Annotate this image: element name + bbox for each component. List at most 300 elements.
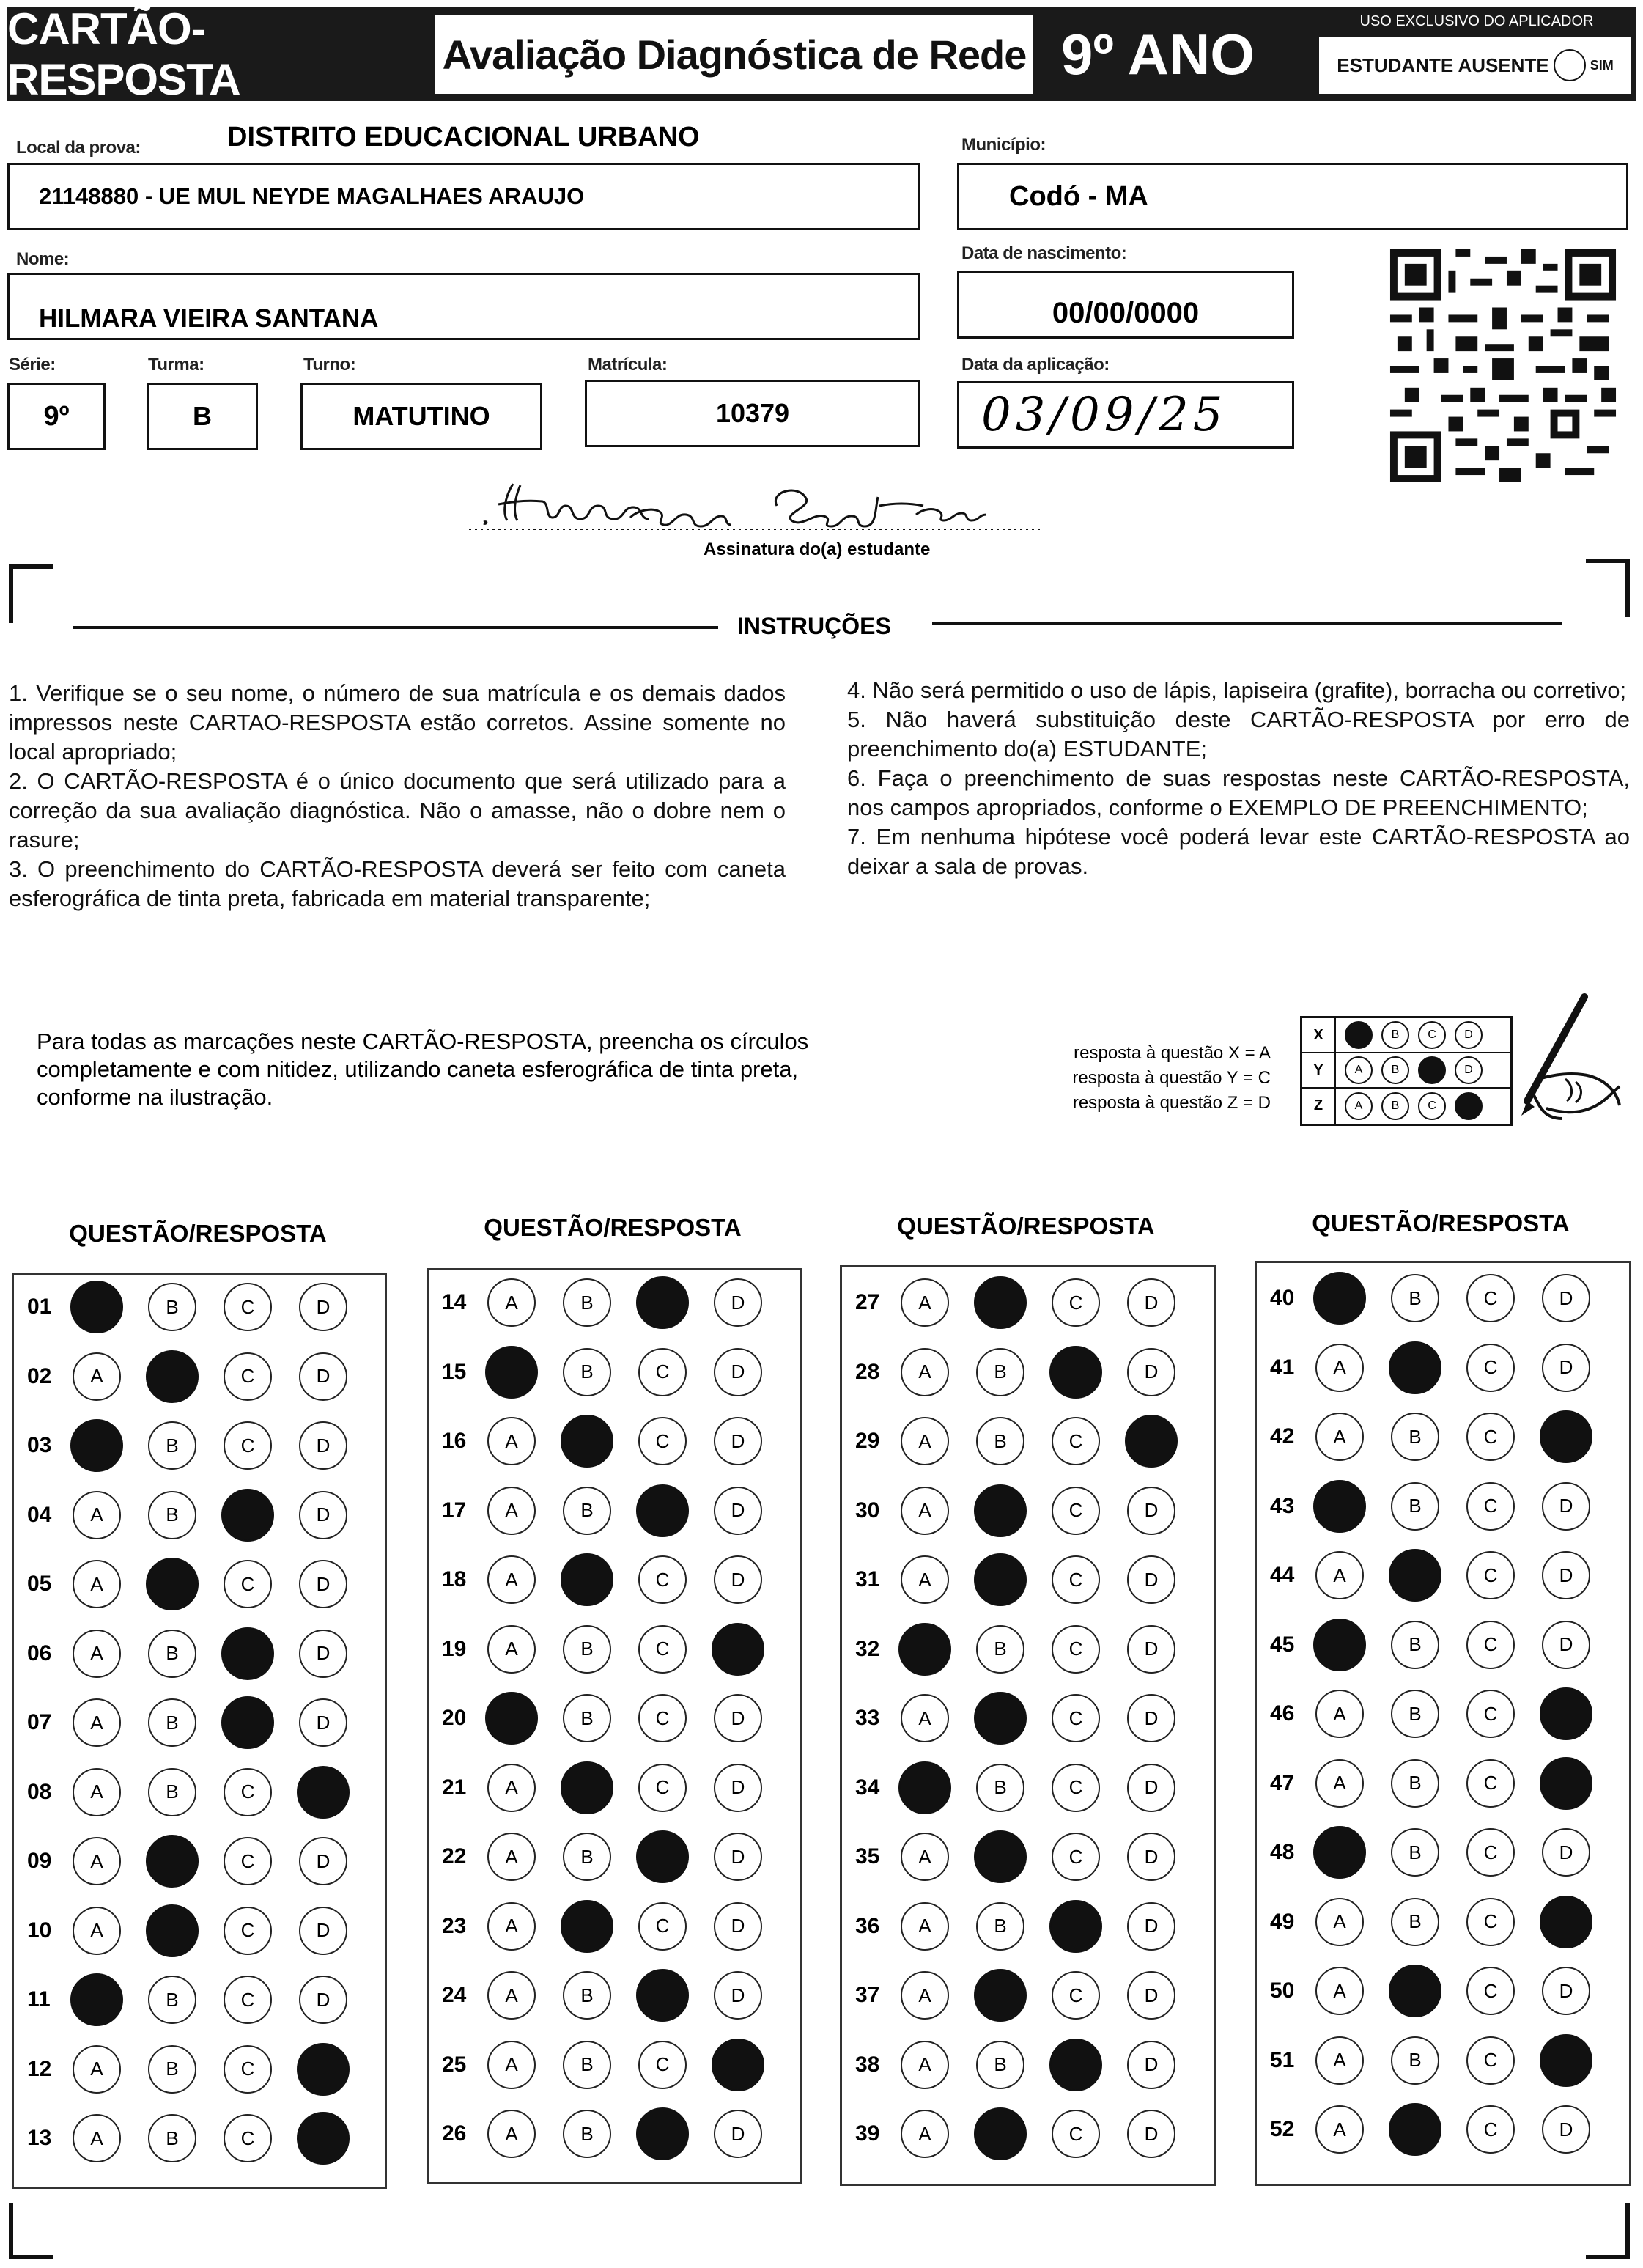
answer-row-52 (1257, 2095, 1617, 2164)
answer-bubble-b[interactable] (974, 2107, 1027, 2160)
answer-bubble-d[interactable]: D (299, 1491, 347, 1539)
answer-bubble-c[interactable]: C (638, 1625, 687, 1674)
answer-bubble-a[interactable]: A (901, 2041, 949, 2089)
frame-corner-top-right (1586, 559, 1630, 617)
answer-bubble-a[interactable]: A (73, 2114, 121, 2162)
answer-bubble-b[interactable]: B (976, 2041, 1024, 2089)
answer-bubble-a[interactable]: A (1315, 1551, 1364, 1599)
answer-bubble-c[interactable]: C (224, 1352, 272, 1401)
answer-bubble-a[interactable]: A (487, 2041, 536, 2089)
answer-bubble-b[interactable] (974, 1484, 1027, 1537)
absent-option-label: SIM (1590, 57, 1614, 73)
answer-bubble-c[interactable]: C (224, 1283, 272, 1331)
answer-bubble-a[interactable] (898, 1761, 951, 1814)
answer-bubble-c[interactable]: C (224, 1768, 272, 1816)
question-number: 45 (1270, 1632, 1295, 1657)
answer-bubble-d[interactable]: D (299, 1907, 347, 1955)
answer-bubble-a[interactable]: A (901, 1417, 949, 1465)
answer-bubble-d[interactable]: D (1127, 1625, 1175, 1674)
answer-bubble-c[interactable]: C (638, 2041, 687, 2089)
answer-bubble-a[interactable]: A (901, 1555, 949, 1604)
absent-label: ESTUDANTE AUSENTE (1337, 54, 1549, 76)
frame-corner-bottom-right (1586, 2203, 1630, 2259)
answer-bubble-a[interactable]: A (73, 1560, 121, 1608)
question-number: 27 (855, 1290, 880, 1314)
question-number: 09 (27, 1849, 52, 1873)
answer-bubble-d[interactable]: D (714, 1348, 762, 1396)
answer-row-48 (1257, 1818, 1617, 1887)
answer-bubble-a[interactable]: A (487, 1278, 536, 1327)
answer-bubble-c[interactable] (636, 2107, 689, 2160)
answer-bubble-b[interactable] (974, 1969, 1027, 2022)
answer-bubble-a[interactable]: A (901, 1348, 949, 1396)
answer-bubble-d[interactable] (297, 2043, 350, 2096)
answer-bubble-b[interactable] (146, 1558, 199, 1610)
answer-bubble-b[interactable]: B (148, 1283, 196, 1331)
question-number: 07 (27, 1710, 52, 1734)
answer-bubble-a[interactable] (70, 1973, 123, 2026)
answer-bubble-d[interactable]: D (299, 1283, 347, 1331)
question-number: 25 (442, 2052, 467, 2077)
question-number: 29 (855, 1429, 880, 1453)
answer-bubble-c[interactable] (636, 1830, 689, 1883)
answer-bubble-c[interactable]: C (1052, 2110, 1100, 2158)
answer-bubble-b[interactable]: B (1391, 2036, 1439, 2085)
answer-bubble-b[interactable]: B (976, 1417, 1024, 1465)
pen-hand-icon (1495, 991, 1627, 1145)
answer-bubble-c[interactable]: C (1052, 1833, 1100, 1881)
answer-bubble-c[interactable]: C (1466, 1690, 1515, 1738)
answer-bubble-c[interactable]: C (1052, 1487, 1100, 1535)
answer-row-29 (842, 1407, 1203, 1476)
answer-bubble-a[interactable]: A (1315, 1759, 1364, 1808)
answer-bubble-c[interactable]: C (1466, 2105, 1515, 2154)
answer-bubble-a[interactable]: A (1315, 2105, 1364, 2154)
answer-bubble-a[interactable]: A (487, 2110, 536, 2158)
answer-bubble-d[interactable]: D (299, 1560, 347, 1608)
frame-corner-top-left (9, 564, 53, 623)
answer-bubble-d[interactable]: D (1542, 1344, 1590, 1392)
answer-bubble-a[interactable]: A (901, 1694, 949, 1742)
answer-row-16 (429, 1407, 789, 1476)
answer-bubble-b[interactable]: B (148, 2045, 196, 2094)
answer-row-50 (1257, 1956, 1617, 2025)
answer-bubble-a[interactable] (898, 1623, 951, 1676)
answer-bubble-c[interactable]: C (224, 1560, 272, 1608)
answer-bubble-a[interactable]: A (73, 1768, 121, 1816)
answer-bubble-b[interactable]: B (148, 1768, 196, 1816)
answer-bubble-b[interactable]: B (1391, 1482, 1439, 1531)
answer-bubble-c[interactable]: C (224, 1907, 272, 1955)
answer-bubble-c[interactable]: C (1466, 1344, 1515, 1392)
answer-bubble-c[interactable] (221, 1627, 274, 1680)
answer-bubble-c[interactable]: C (1466, 1967, 1515, 2015)
answer-bubble-a[interactable] (1313, 1619, 1366, 1671)
nascimento-field: 00/00/0000 (957, 271, 1294, 339)
answer-row-44 (1257, 1541, 1617, 1610)
answer-bubble-b[interactable] (974, 1692, 1027, 1745)
answer-bubble-a[interactable]: A (901, 1833, 949, 1881)
instructions-title: INSTRUÇÕES (737, 613, 891, 639)
answer-bubble-d[interactable]: D (1127, 1487, 1175, 1535)
answer-bubble-b[interactable] (146, 1835, 199, 1888)
answer-bubble-c[interactable]: C (224, 1421, 272, 1470)
answer-bubble-d[interactable]: D (714, 1417, 762, 1465)
answer-bubble-d[interactable] (297, 2112, 350, 2165)
answer-header-2: QUESTÃO/RESPOSTA (484, 1214, 742, 1241)
answer-bubble-b[interactable]: B (976, 1625, 1024, 1674)
answer-bubble-c[interactable]: C (1466, 1898, 1515, 1946)
answer-bubble-a[interactable] (485, 1346, 538, 1399)
question-number: 21 (442, 1775, 467, 1800)
answer-bubble-d[interactable]: D (1542, 1482, 1590, 1531)
nascimento-label: Data de nascimento: (961, 243, 1127, 263)
frame-corner-bottom-left (9, 2203, 53, 2259)
answer-bubble-b[interactable]: B (148, 1698, 196, 1747)
answer-bubble-a[interactable]: A (1315, 1344, 1364, 1392)
answer-bubble-d[interactable] (297, 1766, 350, 1819)
answer-bubble-b[interactable]: B (1391, 1898, 1439, 1946)
answer-bubble-d[interactable] (1125, 1415, 1178, 1468)
signature (469, 476, 1041, 535)
answer-bubble-b[interactable] (1389, 1549, 1441, 1602)
answer-bubble-d[interactable]: D (714, 1487, 762, 1535)
answer-bubble-c[interactable] (636, 1969, 689, 2022)
answer-bubble-c[interactable]: C (638, 1764, 687, 1812)
answer-bubble-b[interactable]: B (1391, 1828, 1439, 1877)
answer-bubble-a[interactable]: A (487, 1487, 536, 1535)
serie-label: Série: (9, 355, 56, 375)
answer-bubble-d[interactable]: D (1127, 2110, 1175, 2158)
answer-header-1: QUESTÃO/RESPOSTA (69, 1220, 327, 1247)
answer-panel-1 (12, 1273, 387, 2189)
answer-bubble-c[interactable]: C (638, 1694, 687, 1742)
answer-bubble-b[interactable] (974, 1830, 1027, 1883)
question-number: 38 (855, 2052, 880, 2077)
answer-bubble-b[interactable] (561, 1415, 613, 1468)
answer-bubble-b[interactable]: B (148, 1630, 196, 1678)
answer-row-03 (14, 1411, 374, 1480)
answer-bubble-d[interactable]: D (1127, 1278, 1175, 1327)
answer-bubble-c[interactable]: C (224, 1976, 272, 2024)
answer-bubble-c[interactable] (221, 1489, 274, 1542)
answer-bubble-d[interactable]: D (1542, 1551, 1590, 1599)
question-number: 03 (27, 1433, 52, 1457)
answer-bubble-c[interactable] (221, 1696, 274, 1749)
answer-bubble-b[interactable]: B (563, 2041, 611, 2089)
answer-bubble-d[interactable]: D (1127, 1555, 1175, 1604)
question-number: 08 (27, 1779, 52, 1804)
answer-bubble-a[interactable]: A (901, 1487, 949, 1535)
answer-bubble-d[interactable]: D (714, 1902, 762, 1951)
answer-row-26 (429, 2099, 789, 2168)
answer-bubble-d[interactable]: D (1127, 1833, 1175, 1881)
example-bubble (1345, 1021, 1373, 1049)
answer-row-38 (842, 2030, 1203, 2099)
signature-caption: Assinatura do(a) estudante (704, 540, 931, 559)
evaluation-title: Avaliação Diagnóstica de Rede (435, 15, 1033, 94)
answer-bubble-d[interactable]: D (1127, 1694, 1175, 1742)
answer-panel-3 (840, 1265, 1216, 2186)
answer-bubble-a[interactable]: A (901, 1902, 949, 1951)
answer-bubble-b[interactable]: B (1391, 1621, 1439, 1669)
answer-bubble-a[interactable]: A (1315, 1967, 1364, 2015)
answer-bubble-c[interactable]: C (1466, 1413, 1515, 1461)
answer-bubble-b[interactable] (1389, 1965, 1441, 2017)
answer-bubble-d[interactable] (712, 1623, 764, 1676)
answer-bubble-d[interactable]: D (299, 1976, 347, 2024)
answer-bubble-b[interactable] (561, 1553, 613, 1606)
answer-bubble-c[interactable]: C (1052, 1694, 1100, 1742)
answer-row-09 (14, 1827, 374, 1896)
answer-bubble-c[interactable]: C (1052, 1555, 1100, 1604)
answer-bubble-c[interactable]: C (1466, 1274, 1515, 1322)
answer-bubble-b[interactable]: B (1391, 1759, 1439, 1808)
answer-bubble-b[interactable]: B (563, 1625, 611, 1674)
answer-bubble-c[interactable] (636, 1276, 689, 1329)
answer-bubble-d[interactable]: D (714, 1555, 762, 1604)
question-number: 44 (1270, 1563, 1295, 1587)
answer-bubble-d[interactable]: D (299, 1837, 347, 1885)
example-bubble: C (1418, 1092, 1446, 1120)
answer-bubble-a[interactable]: A (487, 1625, 536, 1674)
answer-bubble-d[interactable]: D (1542, 1967, 1590, 2015)
answer-row-02 (14, 1342, 374, 1411)
example-bubble: D (1455, 1021, 1483, 1049)
answer-bubble-d[interactable]: D (714, 2110, 762, 2158)
answer-bubble-a[interactable] (70, 1419, 123, 1472)
answer-bubble-d[interactable]: D (714, 1694, 762, 1742)
answer-bubble-a[interactable]: A (73, 1491, 121, 1539)
answer-bubble-c[interactable] (636, 1484, 689, 1537)
answer-bubble-b[interactable]: B (148, 1421, 196, 1470)
answer-bubble-b[interactable]: B (563, 1971, 611, 2020)
answer-bubble-a[interactable]: A (1315, 1898, 1364, 1946)
answer-bubble-b[interactable] (146, 1904, 199, 1957)
answer-bubble-c[interactable]: C (1466, 1759, 1515, 1808)
answer-row-15 (429, 1338, 789, 1407)
answer-bubble-b[interactable]: B (148, 1491, 196, 1539)
answer-bubble-a[interactable] (1313, 1480, 1366, 1533)
answer-bubble-c[interactable]: C (224, 1837, 272, 1885)
answer-row-47 (1257, 1749, 1617, 1818)
answer-row-40 (1257, 1264, 1617, 1333)
instruction-2: 2. O CARTÃO-RESPOSTA é o único documento que será utilizado para a correção da sua avaliação diagnóstica. Não o amasse, não o dobre nem o rasure; (9, 768, 786, 853)
example-row (1302, 1053, 1510, 1089)
answer-bubble-a[interactable]: A (73, 1837, 121, 1885)
question-number: 37 (855, 1983, 880, 2007)
example-line-y: resposta à questão Y = C (1072, 1068, 1271, 1088)
answer-bubble-d[interactable] (1540, 1896, 1592, 1948)
matricula-label: Matrícula: (588, 355, 668, 375)
question-number: 30 (855, 1498, 880, 1523)
answer-bubble-a[interactable]: A (901, 1278, 949, 1327)
answer-row-18 (429, 1545, 789, 1614)
answer-bubble-c[interactable]: C (638, 1348, 687, 1396)
answer-bubble-a[interactable]: A (901, 1971, 949, 2020)
answer-row-04 (14, 1481, 374, 1550)
question-number: 48 (1270, 1840, 1295, 1864)
answer-row-43 (1257, 1472, 1617, 1541)
answer-bubble-a[interactable] (485, 1692, 538, 1745)
answer-row-01 (14, 1273, 374, 1341)
answer-bubble-c[interactable]: C (1466, 1482, 1515, 1531)
answer-row-32 (842, 1615, 1203, 1684)
answer-bubble-d[interactable]: D (1542, 2105, 1590, 2154)
example-bubble (1455, 1092, 1483, 1120)
answer-row-13 (14, 2104, 374, 2173)
answer-bubble-c[interactable] (1049, 1346, 1102, 1399)
answer-bubble-d[interactable]: D (714, 1833, 762, 1881)
question-number: 51 (1270, 2047, 1295, 2072)
answer-bubble-c[interactable]: C (1466, 2036, 1515, 2085)
answer-bubble-c[interactable]: C (224, 2114, 272, 2162)
answer-bubble-d[interactable]: D (714, 1764, 762, 1812)
municipio-label: Município: (961, 135, 1046, 155)
answer-bubble-d[interactable]: D (1127, 1902, 1175, 1951)
question-number: 31 (855, 1567, 880, 1591)
answer-bubble-c[interactable]: C (1466, 1551, 1515, 1599)
serie-field: 9º (7, 383, 106, 450)
answer-bubble-d[interactable]: D (714, 1278, 762, 1327)
answer-row-07 (14, 1688, 374, 1757)
instruction-3: 3. O preenchimento do CARTÃO-RESPOSTA deverá ser feito com caneta esferográfica de tinta preta, fabricada em material transparente; (9, 856, 786, 911)
answer-bubble-b[interactable]: B (563, 1278, 611, 1327)
answer-bubble-c[interactable]: C (638, 1902, 687, 1951)
answer-bubble-d[interactable]: D (1127, 2041, 1175, 2089)
answer-bubble-a[interactable]: A (487, 1902, 536, 1951)
answer-bubble-b[interactable] (561, 1761, 613, 1814)
question-number: 05 (27, 1572, 52, 1596)
answer-bubble-c[interactable]: C (1052, 1417, 1100, 1465)
turma-field: B (147, 383, 258, 450)
answer-bubble-d[interactable]: D (714, 1971, 762, 2020)
exclusive-use-label: USO EXCLUSIVO DO APLICADOR (1359, 13, 1594, 29)
answer-bubble-c[interactable]: C (1052, 1625, 1100, 1674)
answer-bubble-a[interactable]: A (73, 2045, 121, 2094)
question-number: 47 (1270, 1770, 1295, 1795)
answer-bubble-b[interactable]: B (1391, 1690, 1439, 1738)
answer-bubble-a[interactable]: A (487, 1555, 536, 1604)
example-legend (1032, 1041, 1271, 1116)
answer-bubble-d[interactable]: D (1542, 1828, 1590, 1877)
instruction-5: 5. Não haverá substituição deste CARTÃO-RESPOSTA por erro de preenchimento do(a) ESTUDANTE; (847, 707, 1630, 762)
example-question: Z (1302, 1089, 1336, 1124)
answer-bubble-a[interactable]: A (73, 1907, 121, 1955)
aplicacao-label: Data da aplicação: (961, 355, 1110, 375)
instruction-4: 4. Não será permitido o uso de lápis, lapiseira (grafite), borracha ou corretivo; (847, 677, 1627, 703)
district-name: DISTRITO EDUCACIONAL URBANO (227, 122, 700, 152)
answer-bubble-c[interactable]: C (638, 1417, 687, 1465)
answer-bubble-b[interactable] (974, 1553, 1027, 1606)
question-number: 50 (1270, 1978, 1295, 2003)
answer-bubble-d[interactable]: D (1542, 1621, 1590, 1669)
answer-bubble-d[interactable]: D (299, 1630, 347, 1678)
answer-bubble-d[interactable]: D (1127, 1764, 1175, 1812)
answer-bubble-a[interactable] (1313, 1826, 1366, 1879)
answer-bubble-b[interactable] (146, 1350, 199, 1403)
answer-bubble-a[interactable]: A (487, 1833, 536, 1881)
answer-bubble-a[interactable]: A (487, 1971, 536, 2020)
answer-bubble-b[interactable]: B (148, 1976, 196, 2024)
answer-bubble-b[interactable]: B (563, 1487, 611, 1535)
question-number: 04 (27, 1502, 52, 1527)
answer-bubble-b[interactable]: B (563, 1833, 611, 1881)
answer-bubble-c[interactable]: C (224, 2045, 272, 2094)
answer-bubble-c[interactable]: C (638, 1555, 687, 1604)
example-bubble: A (1345, 1056, 1373, 1084)
question-number: 16 (442, 1429, 467, 1453)
answer-bubble-d[interactable] (712, 2039, 764, 2091)
answer-bubble-a[interactable] (1313, 1272, 1366, 1325)
answer-bubble-a[interactable] (70, 1281, 123, 1333)
answer-bubble-a[interactable]: A (1315, 1413, 1364, 1461)
answer-bubble-c[interactable]: C (1466, 1621, 1515, 1669)
answer-bubble-a[interactable]: A (487, 1417, 536, 1465)
answer-bubble-a[interactable]: A (73, 1630, 121, 1678)
answer-bubble-d[interactable] (1540, 1410, 1592, 1463)
answer-bubble-c[interactable]: C (1052, 1971, 1100, 2020)
answer-bubble-b[interactable] (1389, 2103, 1441, 2156)
answer-bubble-b[interactable]: B (976, 1902, 1024, 1951)
answer-bubble-b[interactable]: B (563, 1694, 611, 1742)
answer-bubble-c[interactable]: C (1052, 1764, 1100, 1812)
answer-bubble-c[interactable] (1049, 2039, 1102, 2091)
answer-row-27 (842, 1268, 1203, 1337)
answer-bubble-b[interactable]: B (563, 1348, 611, 1396)
nome-field: HILMARA VIEIRA SANTANA (7, 273, 920, 340)
answer-bubble-d[interactable]: D (299, 1352, 347, 1401)
answer-bubble-c[interactable]: C (1466, 1828, 1515, 1877)
answer-bubble-d[interactable] (1540, 1687, 1592, 1740)
answer-bubble-a[interactable]: A (1315, 1690, 1364, 1738)
answer-bubble-b[interactable]: B (976, 1764, 1024, 1812)
answer-bubble-b[interactable]: B (563, 2110, 611, 2158)
answer-bubble-b[interactable]: B (1391, 1413, 1439, 1461)
answer-bubble-d[interactable] (1540, 1757, 1592, 1810)
fill-example-table (1300, 1016, 1513, 1126)
question-number: 06 (27, 1641, 52, 1665)
answer-bubble-c[interactable]: C (1052, 1278, 1100, 1327)
answer-bubble-b[interactable]: B (148, 2114, 196, 2162)
answer-bubble-b[interactable] (974, 1276, 1027, 1329)
instruction-1: 1. Verifique se o seu nome, o número de sua matrícula e os demais dados impressos neste CARTAO-RESPOSTA estão corretos. Assine somente no local apropriado; (9, 680, 786, 765)
answer-bubble-a[interactable]: A (487, 1764, 536, 1812)
answer-bubble-a[interactable]: A (73, 1352, 121, 1401)
answer-bubble-c[interactable] (1049, 1900, 1102, 1953)
answer-bubble-a[interactable]: A (1315, 2036, 1364, 2085)
answer-bubble-a[interactable]: A (73, 1698, 121, 1747)
answer-row-30 (842, 1476, 1203, 1545)
answer-bubble-d[interactable] (1540, 2034, 1592, 2087)
answer-bubble-d[interactable]: D (1542, 1274, 1590, 1322)
answer-bubble-d[interactable]: D (299, 1421, 347, 1470)
answer-bubble-b[interactable] (561, 1900, 613, 1953)
question-number: 11 (27, 1987, 51, 2011)
answer-bubble-a[interactable]: A (901, 2110, 949, 2158)
turma-label: Turma: (148, 355, 204, 375)
answer-bubble-b[interactable] (1389, 1341, 1441, 1394)
answer-bubble-d[interactable]: D (1127, 1348, 1175, 1396)
answer-bubble-b[interactable]: B (1391, 1274, 1439, 1322)
answer-bubble-d[interactable]: D (299, 1698, 347, 1747)
question-number: 17 (442, 1498, 467, 1523)
answer-bubble-d[interactable]: D (1127, 1971, 1175, 2020)
answer-row-46 (1257, 1679, 1617, 1748)
absent-checkbox[interactable] (1554, 49, 1586, 81)
answer-row-45 (1257, 1610, 1617, 1679)
answer-bubble-b[interactable]: B (976, 1348, 1024, 1396)
